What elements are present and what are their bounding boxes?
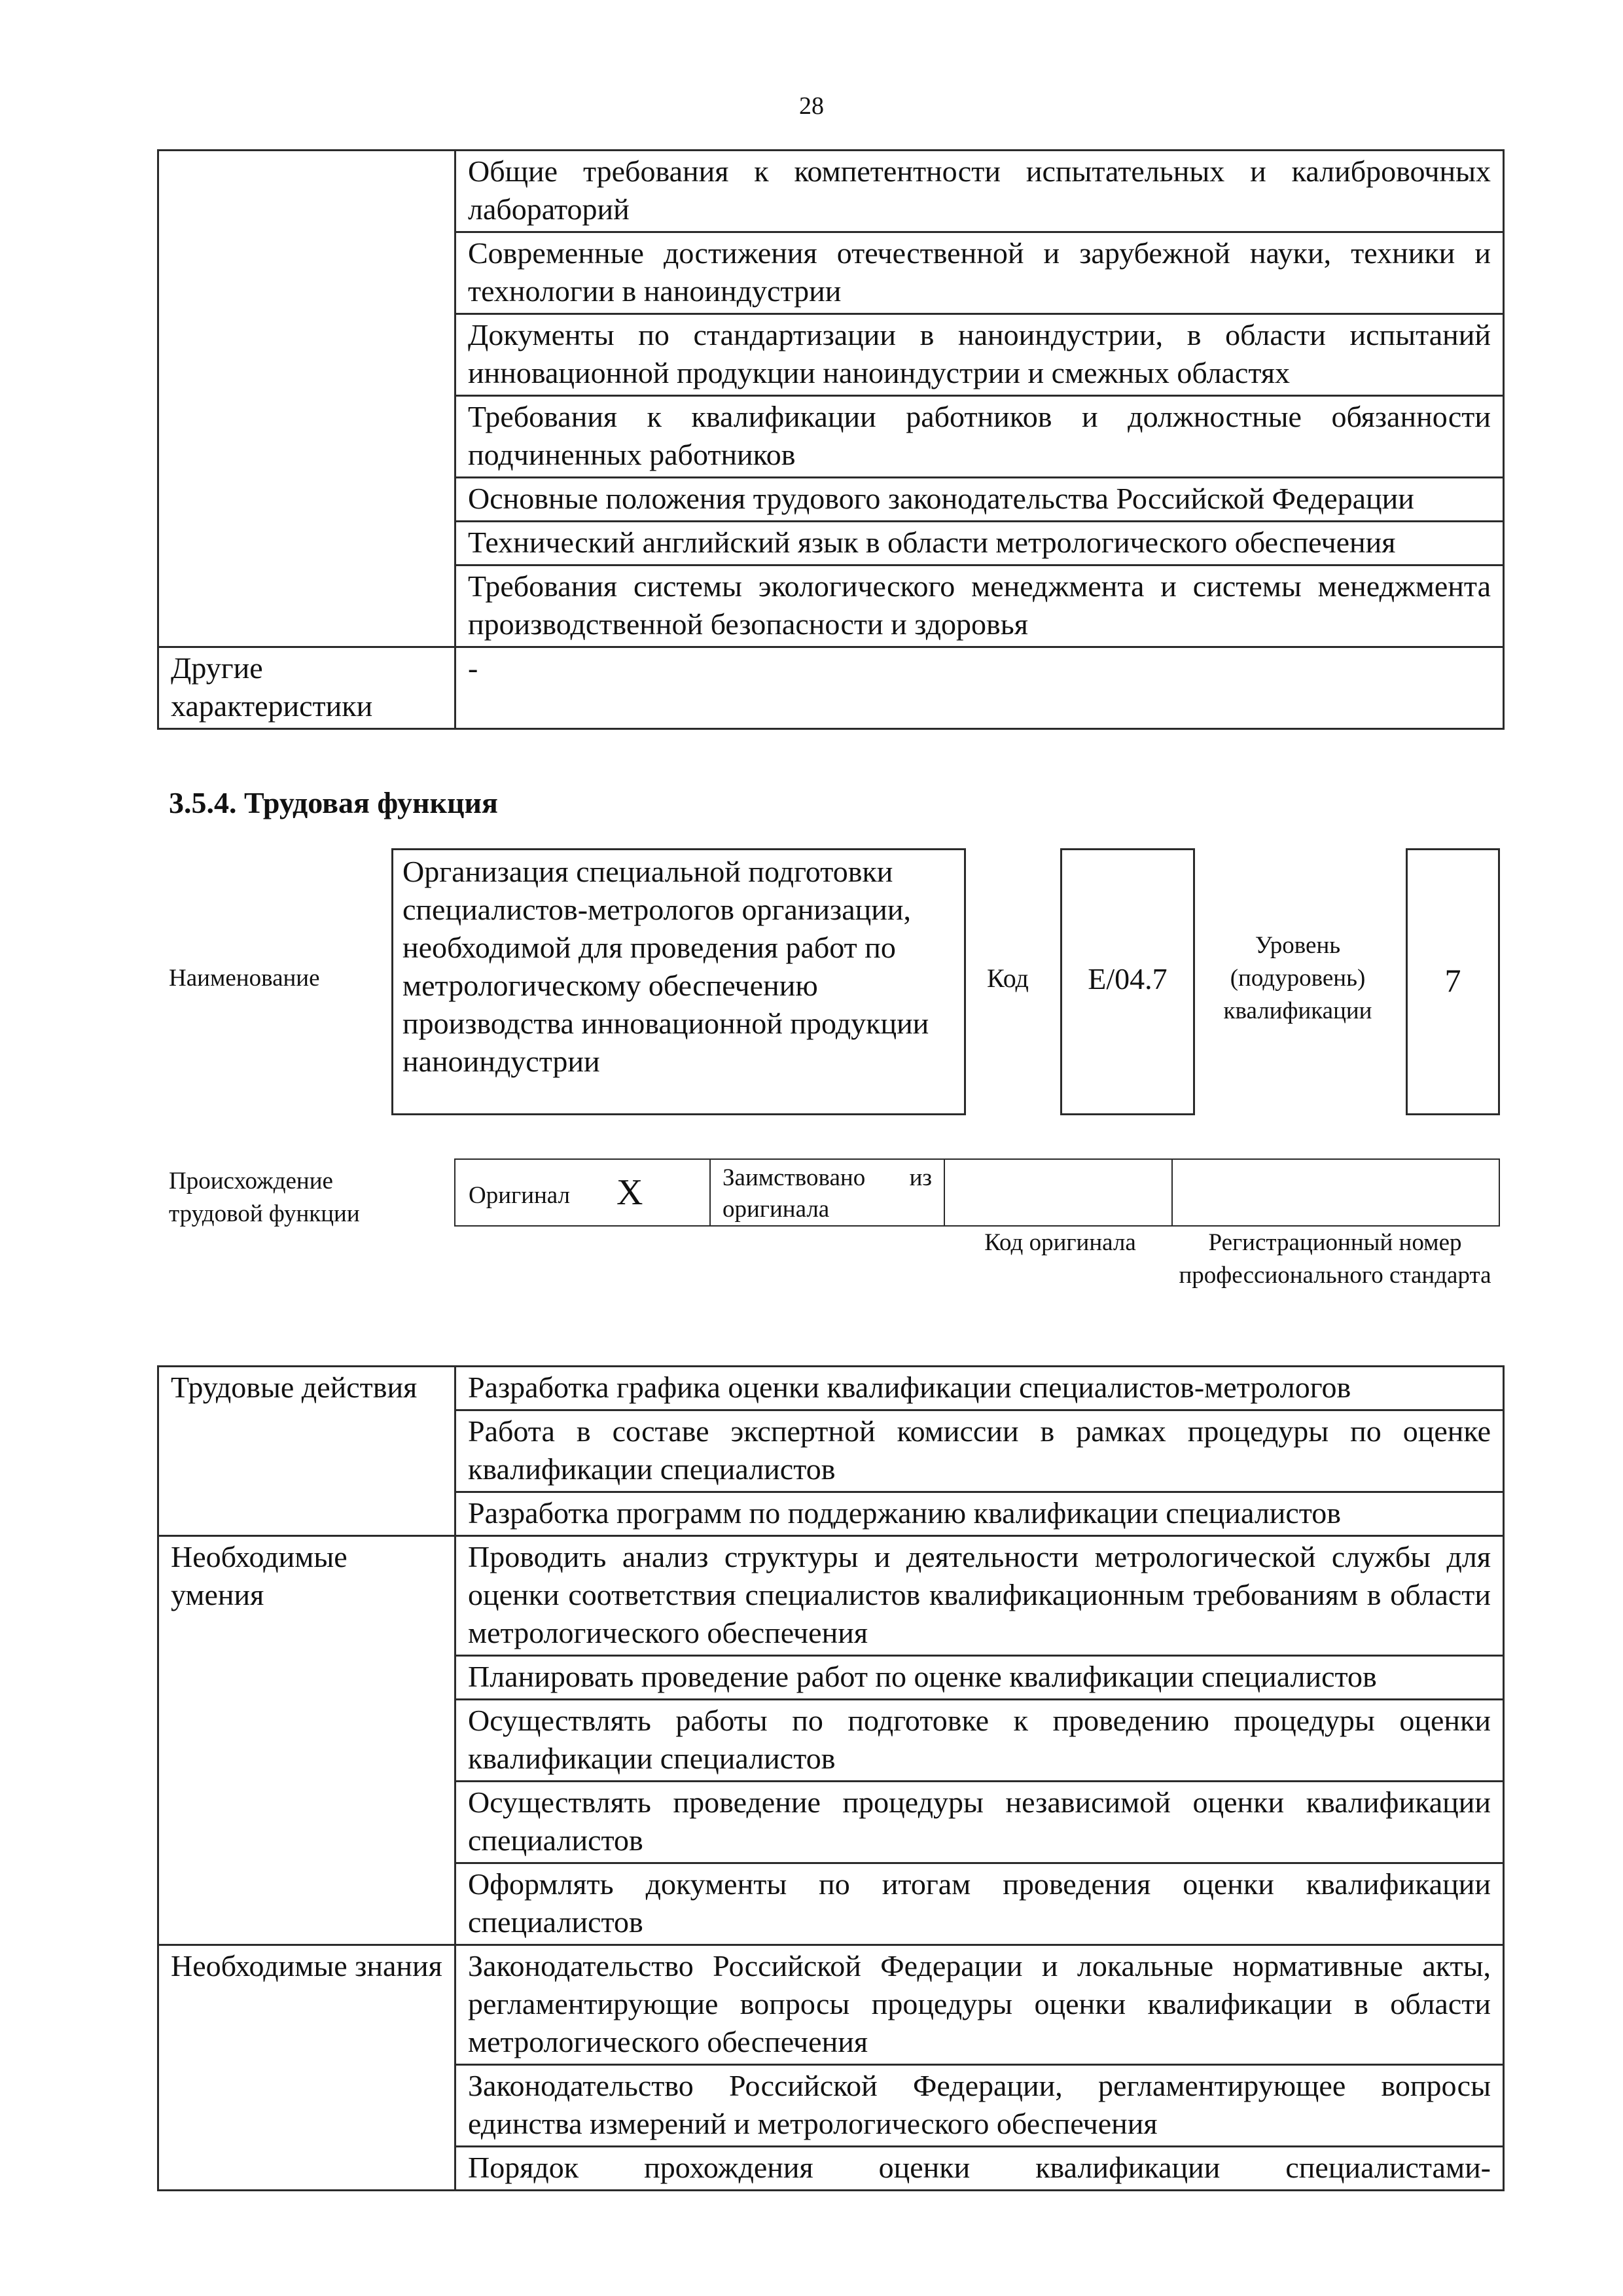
knowledge-item: Общие требования к компетентности испытательных и калибровочных лабораторий: [455, 151, 1504, 232]
action-item: Разработка программ по поддержанию квалификации специалистов: [455, 1492, 1504, 1536]
skill-item: Проводить анализ структуры и деятельности метрологической службы для оценки соответствия специалистов квалификационным требованиям в области метрологического обеспечения: [455, 1536, 1504, 1656]
continuation-label-cell: [158, 151, 455, 647]
level-value: 7: [1444, 962, 1461, 999]
skill-item: Осуществлять работы по подготовке к проведению процедуры оценки квалификации специалистов: [455, 1700, 1504, 1782]
function-name-value: Организация специальной подготовки специалистов-метрологов организации, необходимой для проведения работ по метрологическому обеспечению производства инновационной продукции наноиндустрии: [402, 855, 929, 1078]
labor-function-table: [157, 1365, 1505, 2191]
knowledge-item: Требования к квалификации работников и должностные обязанности подчиненных работников: [455, 396, 1504, 478]
action-item: Разработка графика оценки квалификации специалистов-метрологов: [455, 1367, 1504, 1410]
level-box: [1406, 848, 1500, 1115]
skill-item: Осуществлять проведение процедуры независимой оценки квалификации специалистов: [455, 1782, 1504, 1863]
actions-label: Трудовые действия: [158, 1367, 455, 1536]
skills-label: Необходимые умения: [158, 1536, 455, 1945]
function-name-box: [391, 848, 966, 1115]
action-item: Работа в составе экспертной комиссии в рамках процедуры по оценке квалификации специалистов: [455, 1410, 1504, 1492]
other-characteristics-label: Другие характеристики: [158, 647, 455, 729]
origin-divider: [709, 1160, 711, 1225]
other-characteristics-value: -: [455, 647, 1504, 729]
knowledge-item: Законодательство Российской Федерации, регламентирующее вопросы единства измерений и метрологического обеспечения: [455, 2065, 1504, 2147]
knowledge-item: Законодательство Российской Федерации и локальные нормативные акты, регламентирующие вопросы процедуры оценки квалификации в области метрологического обеспечения: [455, 1945, 1504, 2065]
knowledge-label: Необходимые знания: [158, 1945, 455, 2191]
original-mark: X: [616, 1172, 643, 1213]
skill-item: Оформлять документы по итогам проведения оценки квалификации специалистов: [455, 1863, 1504, 1945]
level-label: Уровень (подуровень) квалификации: [1223, 932, 1372, 1024]
knowledge-item: Технический английский язык в области метрологического обеспечения: [455, 522, 1504, 565]
origin-divider: [1171, 1160, 1173, 1225]
knowledge-item: Современные достижения отечественной и зарубежной науки, техники и технологии в наноиндустрии: [455, 232, 1504, 314]
code-box: [1060, 848, 1195, 1115]
borrowed-label: Заимствовано из оригинала: [722, 1164, 932, 1223]
origin-table: [454, 1158, 1500, 1227]
origin-label: Происхождение трудовой функции: [169, 1168, 360, 1227]
code-original-caption: Код оригинала: [984, 1229, 1136, 1256]
skill-item: Планировать проведение работ по оценке квалификации специалистов: [455, 1656, 1504, 1700]
origin-divider: [944, 1160, 945, 1225]
page-number: 28: [799, 92, 824, 120]
knowledge-item: Порядок прохождения оценки квалификации специалистами-: [455, 2147, 1504, 2191]
code-label: Код: [987, 963, 1029, 993]
knowledge-item: Документы по стандартизации в наноиндустрии, в области испытаний инновационной продукции наноиндустрии и смежных областях: [455, 314, 1504, 396]
knowledge-item: Основные положения трудового законодательства Российской Федерации: [455, 478, 1504, 522]
knowledge-continuation-table: [157, 149, 1505, 730]
name-label: Наименование: [169, 965, 320, 992]
original-label: Оригинал: [469, 1182, 571, 1209]
reg-number-caption: Регистрационный номер профессионального стандарта: [1179, 1229, 1491, 1289]
section-heading: 3.5.4. Трудовая функция: [169, 786, 498, 819]
knowledge-item: Требования системы экологического менеджмента и системы менеджмента производственной безопасности и здоровья: [455, 565, 1504, 647]
code-value: E/04.7: [1088, 962, 1168, 996]
